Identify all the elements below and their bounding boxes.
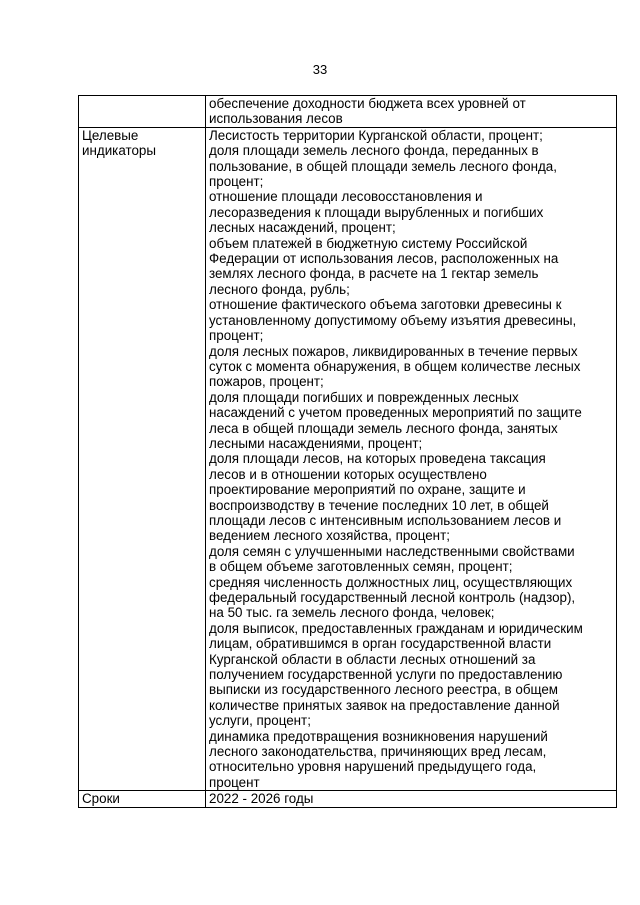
row-label-cell <box>79 791 206 807</box>
row-label-cell <box>79 127 206 790</box>
row-value-cell <box>206 791 617 807</box>
row-value-cell <box>206 127 617 790</box>
program-passport-table <box>78 95 617 808</box>
table-row <box>79 96 617 128</box>
terms-value: 2022 - 2026 годы <box>209 791 314 807</box>
page-number: 33 <box>312 62 328 77</box>
target-indicators-label: Целевые индикаторы <box>82 127 156 159</box>
row-label-cell <box>79 96 206 128</box>
terms-label: Сроки <box>82 791 120 807</box>
target-indicators-list: Лесистость территории Курганской области, процент; доля площади земель лесного фонда, переданных в пользование, в общей площади земель лесного фонда, процент; отношение площади лесовосстановления и лесоразведения к площади вырубленных и погибших лесных насаждений, процент; объем платежей в бюджетную систему Российской Федерации от использования лесов, расположенных на землях лесного фонда, в расчете на 1 гектар земель лесного фонда, рубль; отношение фактического объема заготовки древесины к установленному допустимому объему изъятия древесины, процент; доля лесных пожаров, ликвидированных в течение первых суток с момента обнаружения, в общем количестве лесных пожаров, процент; доля площади погибших и поврежденных лесных насаждений с учетом проведенных мероприятий по защите леса в общей площади земель лесного фонда, занятых лесными насаждениями, процент; доля площади лесов, на которых проведена таксация лесов и в отношении которых осуществлено проектирование мероприятий по охране, защите и воспроизводству в течение последних 10 лет, в общей площади лесов с интенсивным использованием лесов и ведением лесного хозяйства, процент; доля семян с улучшенными наследственными свойствами в общем объеме заготовленных семян, процент; средняя численность должностных лиц, осуществляющих федеральный государственный лесной контроль (надзор), на 50 тыс. га земель лесного фонда, человек; доля выписок, предоставленных гражданам и юридическим лицам, обратившимся в орган государственной власти Курганской области в области лесных отношений за получением государственной услуги по предоставлению выписки из государственного лесного реестра, в общем количестве принятых заявок на предоставление данной услуги, процент; динамика предотвращения возникновения нарушений лесного законодательства, причиняющих вред лесам, относительно уровня нарушений предыдущего года, процент <box>209 127 583 790</box>
table-row <box>79 127 617 790</box>
row-value: обеспечение доходности бюджета всех уровней от использования лесов <box>209 96 526 127</box>
row-value-cell <box>206 96 617 128</box>
table-row <box>79 791 617 807</box>
